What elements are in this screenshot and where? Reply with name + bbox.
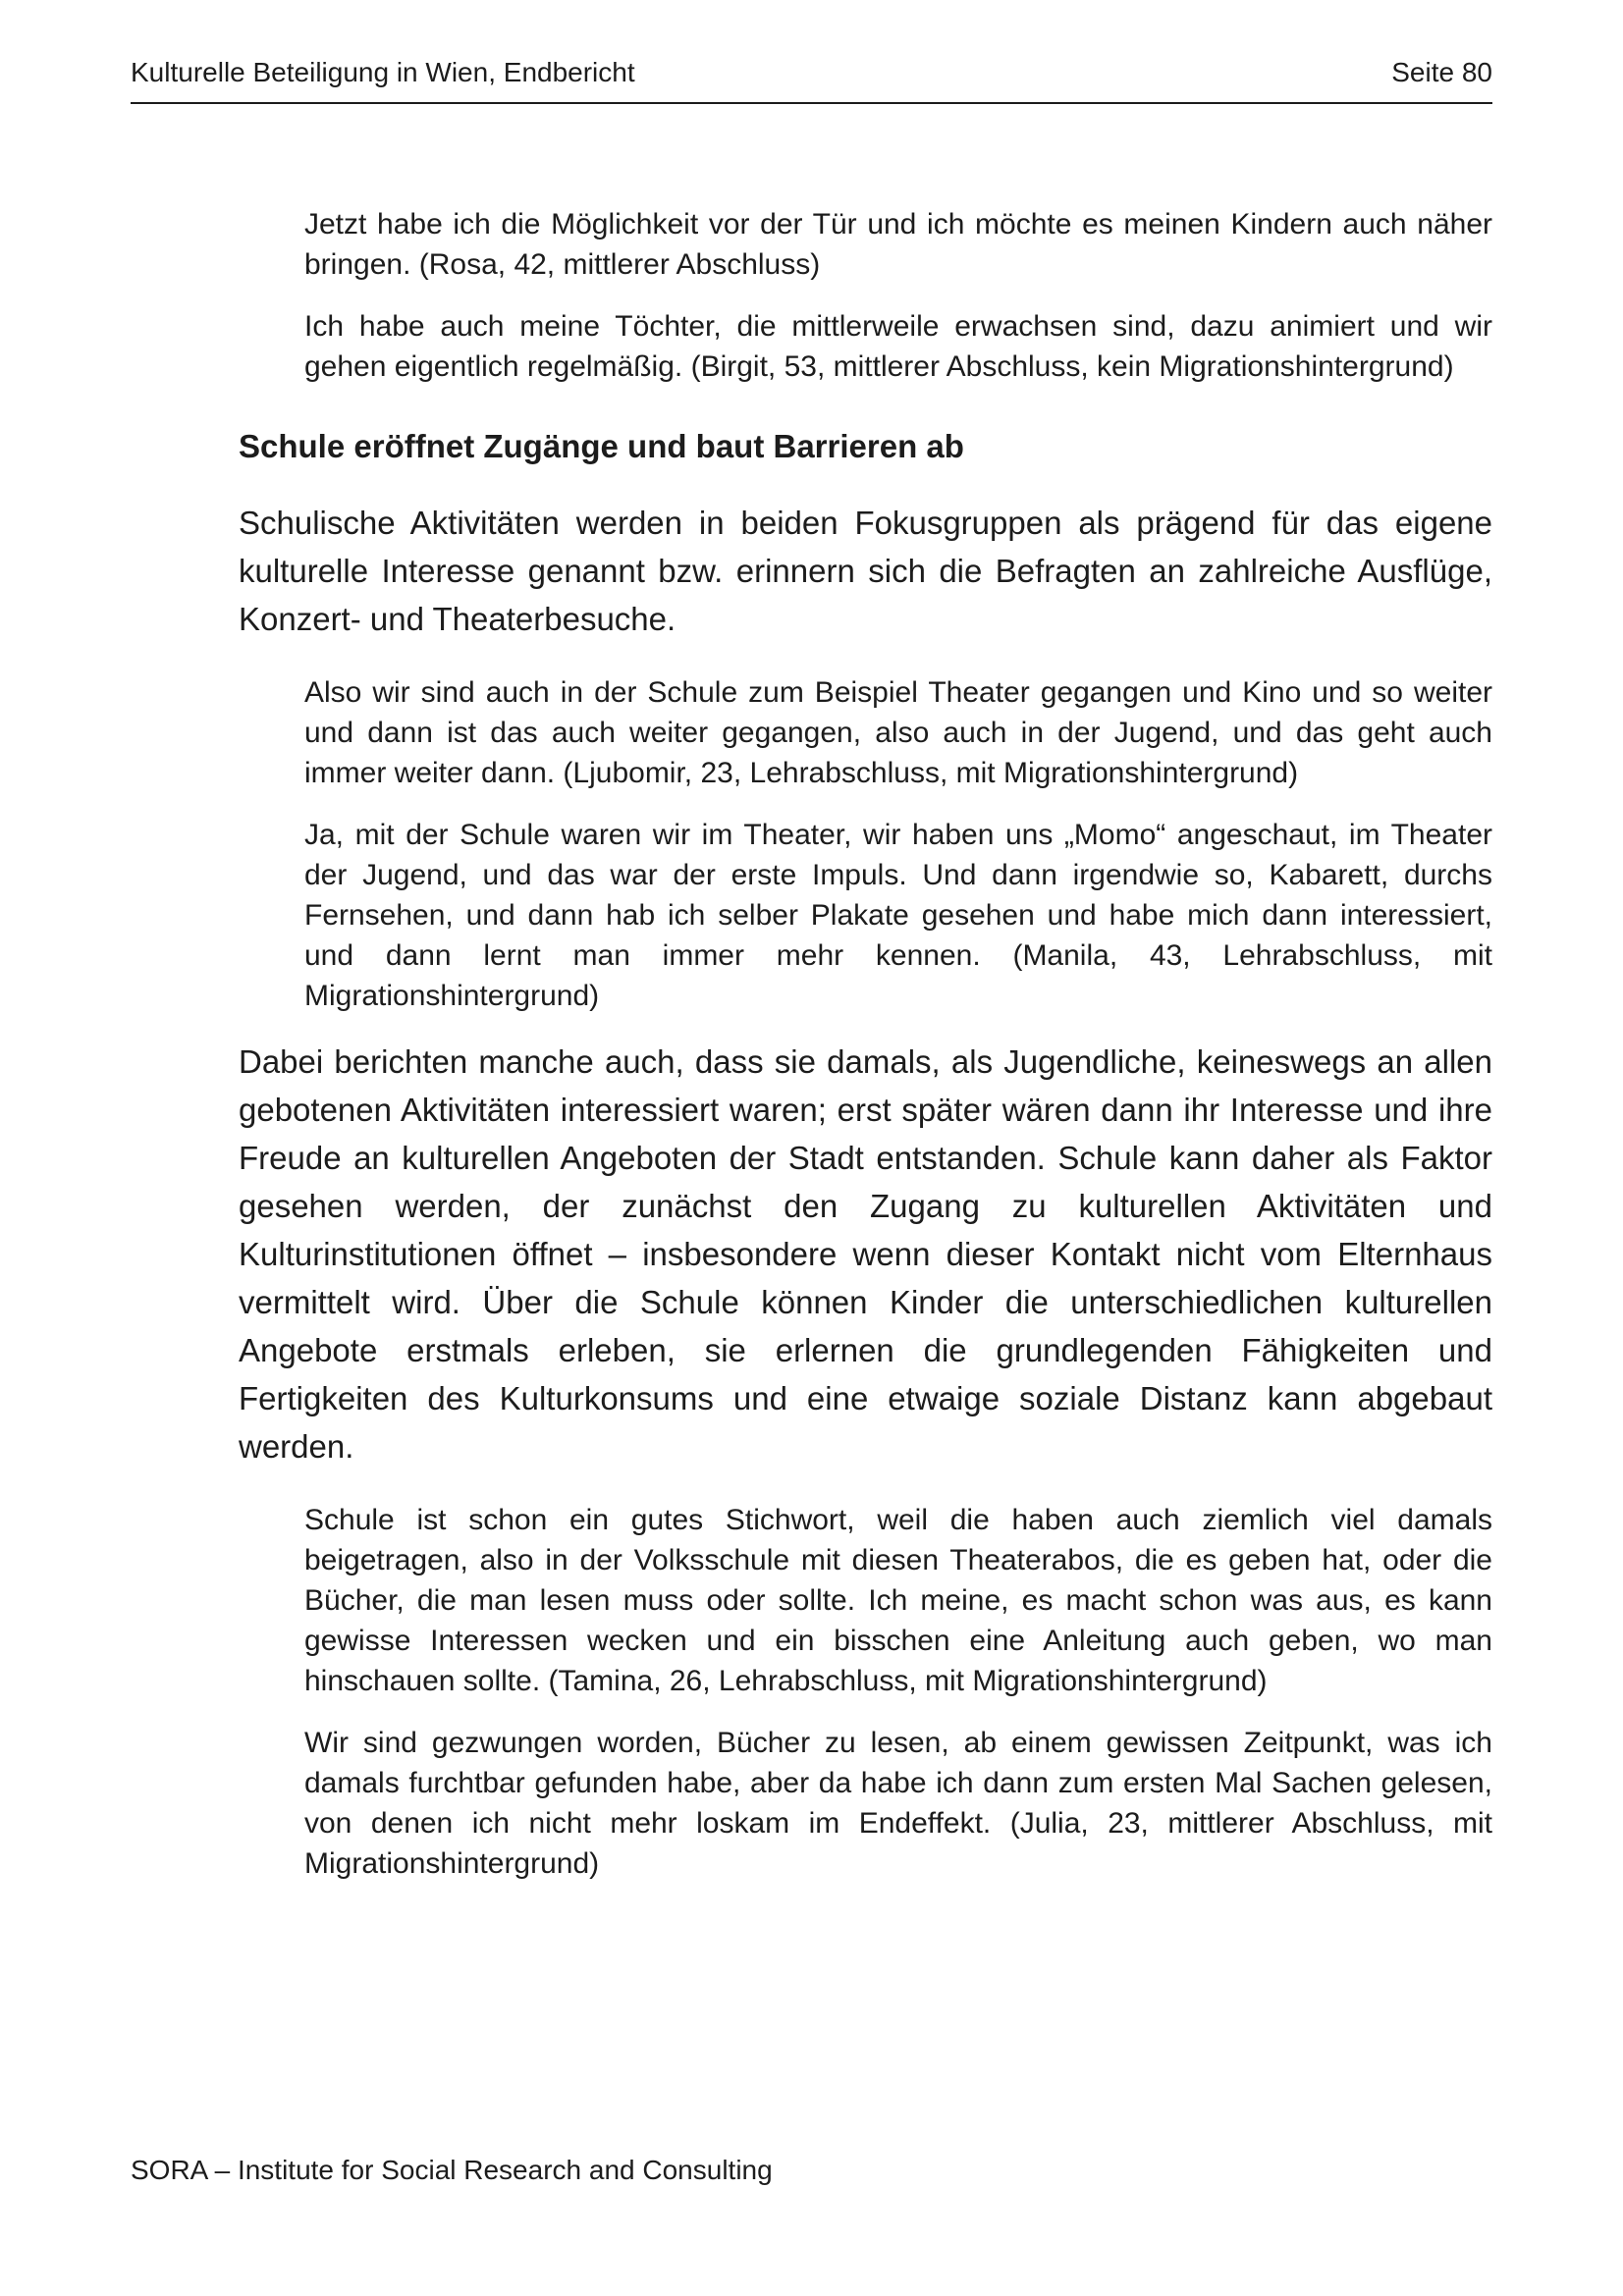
quote-tamina: Schule ist schon ein gutes Stichwort, weil die haben auch ziemlich viel damals beigetragen, also in der Volksschule mit diesen Theaterabos, die es geben hat, oder die Bücher, die man lesen muss oder sollte. Ich meine, es macht schon was aus, es kann gewisse Interessen wecken und ein bisschen eine Anleitung auch geben, wo man hinschauen sollte. (Tamina, 26, Lehrabschluss, mit Migrationshintergrund) <box>304 1504 1492 1697</box>
paragraph-school-factor: Dabei berichten manche auch, dass sie damals, als Jugendliche, keineswegs an allen gebotenen Aktivitäten interessiert waren; erst später wären dann ihr Interesse und ihre Freude an kulturellen Angeboten der Stadt entstanden. Schule kann daher als Faktor gesehen werden, der zunächst den Zugang zu kulturellen Aktivitäten und Kulturinstitutionen öffnet – insbesondere wenn dieser Kontakt nicht vom Elternhaus vermittelt wird. Über die Schule können Kinder die unterschiedlichen kulturellen Angebote erstmals erleben, sie erlernen die grundlegenden Fähigkeiten und Fertigkeiten des Kulturkonsums und eine etwaige soziale Distanz kann abgebaut werden. <box>239 1043 1492 1465</box>
page-footer <box>131 2155 773 2186</box>
footer-text: SORA – Institute for Social Research and Consulting <box>131 2155 773 2185</box>
quote-manila: Ja, mit der Schule waren wir im Theater, wir haben uns „Momo“ angeschaut, im Theater der Jugend, und das war der erste Impuls. Und dann irgendwie so, Kabarett, durchs Fernsehen, und dann hab ich selber Plakate gesehen und habe mich dann interessiert, und dann lernt man immer mehr kennen. (Manila, 43, Lehrabschluss, mit Migrationshintergrund) <box>304 819 1492 1012</box>
quote-rosa: Jetzt habe ich die Möglichkeit vor der Tür und ich möchte es meinen Kindern auch näher bringen. (Rosa, 42, mittlerer Abschluss) <box>304 208 1492 281</box>
page-header <box>131 57 1492 104</box>
quote-birgit: Ich habe auch meine Töchter, die mittlerweile erwachsen sind, dazu animiert und wir gehen eigentlich regelmäßig. (Birgit, 53, mittlerer Abschluss, kein Migrationshintergrund) <box>304 310 1492 383</box>
quote-julia: Wir sind gezwungen worden, Bücher zu lesen, ab einem gewissen Zeitpunkt, was ich damals furchtbar gefunden habe, aber da habe ich dann zum ersten Mal Sachen gelesen, von denen ich nicht mehr loskam im Endeffekt. (Julia, 23, mittlerer Abschluss, mit Migrationshintergrund) <box>304 1727 1492 1880</box>
document-body <box>239 204 1492 1905</box>
paragraph-school-activities: Schulische Aktivitäten werden in beiden Fokusgruppen als prägend für das eigene kulturelle Interesse genannt bzw. erinnern sich die Befragten an zahlreiche Ausflüge, Konzert- und Theaterbesuche. <box>239 505 1492 637</box>
quote-ljubomir: Also wir sind auch in der Schule zum Beispiel Theater gegangen und Kino und so weiter und dann ist das auch weiter gegangen, also auch in der Jugend, und das geht auch immer weiter dann. (Ljubomir, 23, Lehrabschluss, mit Migrationshintergrund) <box>304 676 1492 789</box>
header-page-number: Seite 80 <box>1391 57 1492 87</box>
header-rule <box>131 57 1492 104</box>
section-heading: Schule eröffnet Zugänge und baut Barrieren ab <box>239 428 964 464</box>
header-title: Kulturelle Beteiligung in Wien, Endbericht <box>131 57 635 87</box>
